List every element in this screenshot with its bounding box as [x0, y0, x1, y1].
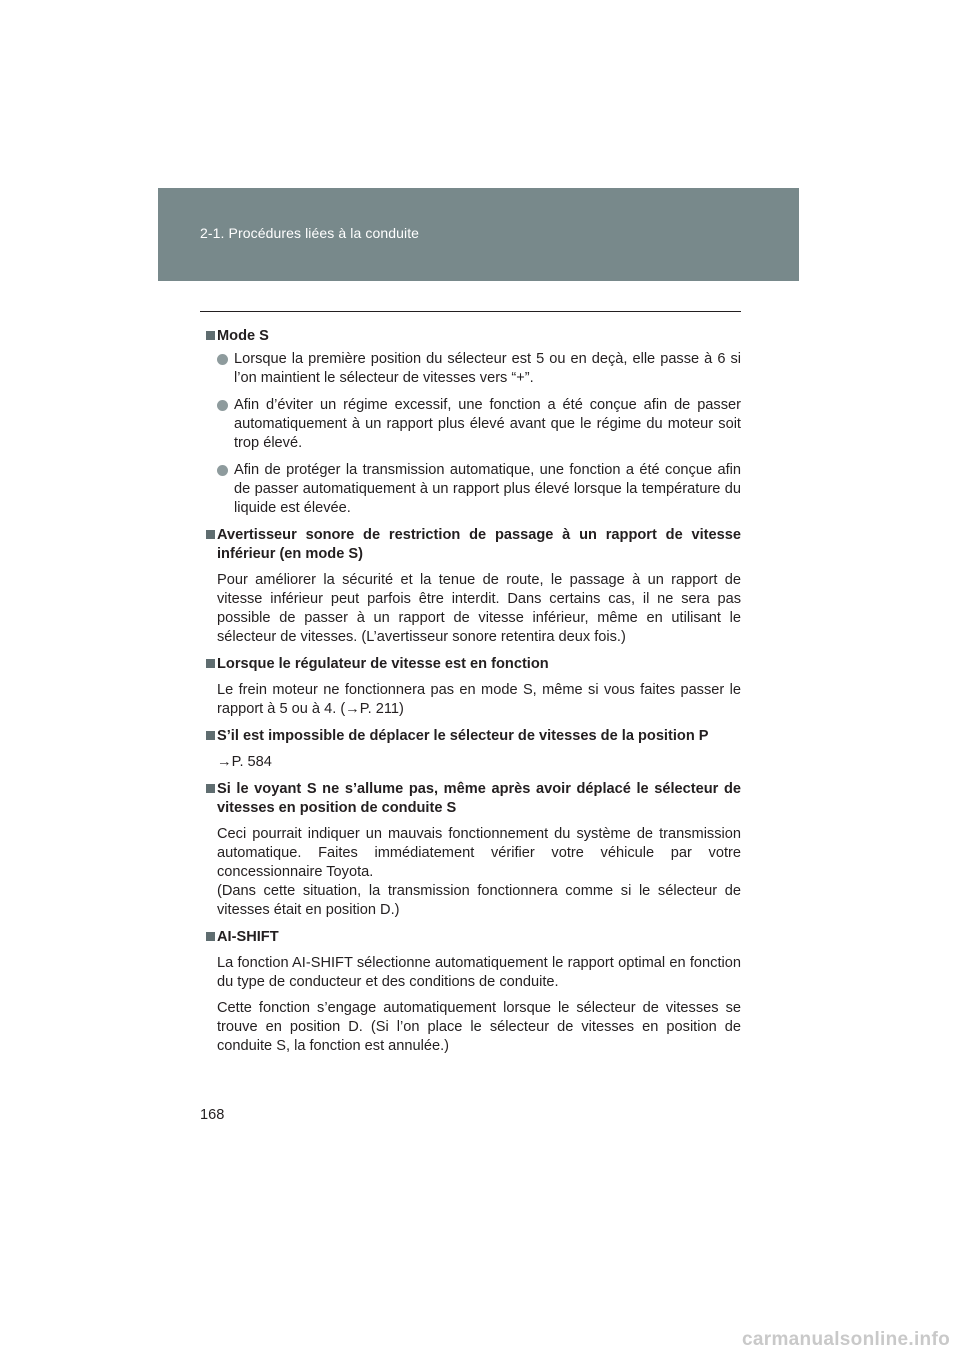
paragraph: (Dans cette situation, la transmission fonctionnera comme si le sélecteur de vitesses était en position D.) — [217, 883, 741, 918]
section-cruise-control — [200, 655, 741, 719]
paragraph: Ceci pourrait indiquer un mauvais fonctionnement du système de transmission automatique. Faites immédiatement vérifier votre véhicule par votre concessionnaire Toyota. — [217, 826, 741, 880]
section-shift-lock — [200, 727, 741, 772]
section-title: S’il est impossible de déplacer le sélecteur de vitesses de la position P — [217, 728, 709, 744]
round-bullet-icon — [217, 465, 228, 476]
list-item-text: Afin d’éviter un régime excessif, une fonction a été conçue afin de passer automatiquement à un rapport plus élevé avant que le régime du moteur soit trop élevé. — [234, 397, 741, 451]
square-bullet-icon — [206, 659, 215, 668]
list-item-text: Afin de protéger la transmission automatique, une fonction a été conçue afin de passer automatiquement à un rapport plus élevé lorsque la température du liquide est élevée. — [234, 462, 741, 516]
page-reference: →P. 584 — [217, 754, 272, 770]
bullet-list — [217, 350, 741, 518]
list-item-text: Lorsque la première position du sélecteur est 5 ou en deçà, elle passe à 6 si l’on maintient le sélecteur de vitesses vers “+”. — [234, 351, 741, 386]
chapter-header-band — [158, 188, 799, 281]
section-title: AI-SHIFT — [217, 929, 279, 945]
square-bullet-icon — [206, 731, 215, 740]
section-downshift-warning — [200, 526, 741, 647]
section-title: Si le voyant S ne s’allume pas, même après avoir déplacé le sélecteur de vitesses en position de conduite S — [217, 781, 741, 816]
list-item — [217, 461, 741, 518]
square-bullet-icon — [206, 530, 215, 539]
paragraph: Cette fonction s’engage automatiquement lorsque le sélecteur de vitesses se trouve en position D. (Si l’on place le sélecteur de vitesses en position de conduite S, la fonction est annulée.) — [217, 1000, 741, 1054]
square-bullet-icon — [206, 784, 215, 793]
paragraph: Le frein moteur ne fonctionnera pas en mode S, même si vous faites passer le rapport à 5 ou à 4. (→P. 211) — [217, 682, 741, 717]
paragraph: La fonction AI-SHIFT sélectionne automatiquement le rapport optimal en fonction du type de conducteur et des conditions de conduite. — [217, 955, 741, 990]
paragraph: Pour améliorer la sécurité et la tenue de route, le passage à un rapport de vitesse inférieur peut parfois être interdit. Dans certains cas, il ne sera pas possible de passer à un rapport de vitesse inférieur, même en utilisant le sélecteur de vitesses. (L’avertisseur sonore retentira deux fois.) — [217, 572, 741, 645]
section-title: Avertisseur sonore de restriction de passage à un rapport de vitesse inférieur (en mode S) — [217, 527, 741, 562]
section-s-indicator — [200, 780, 741, 920]
square-bullet-icon — [206, 932, 215, 941]
list-item — [217, 350, 741, 388]
list-item — [217, 396, 741, 453]
round-bullet-icon — [217, 354, 228, 365]
page-content — [200, 324, 741, 1056]
section-title: Lorsque le régulateur de vitesse est en fonction — [217, 656, 549, 672]
section-ai-shift — [200, 928, 741, 1056]
chapter-title: 2-1. Procédures liées à la conduite — [200, 225, 420, 241]
square-bullet-icon — [206, 331, 215, 340]
watermark-url: carmanualsonline.info — [742, 1329, 950, 1350]
page-number: 168 — [200, 1107, 225, 1123]
header-divider — [200, 311, 741, 312]
section-mode-s — [200, 327, 741, 518]
round-bullet-icon — [217, 400, 228, 411]
section-title: Mode S — [217, 328, 269, 344]
